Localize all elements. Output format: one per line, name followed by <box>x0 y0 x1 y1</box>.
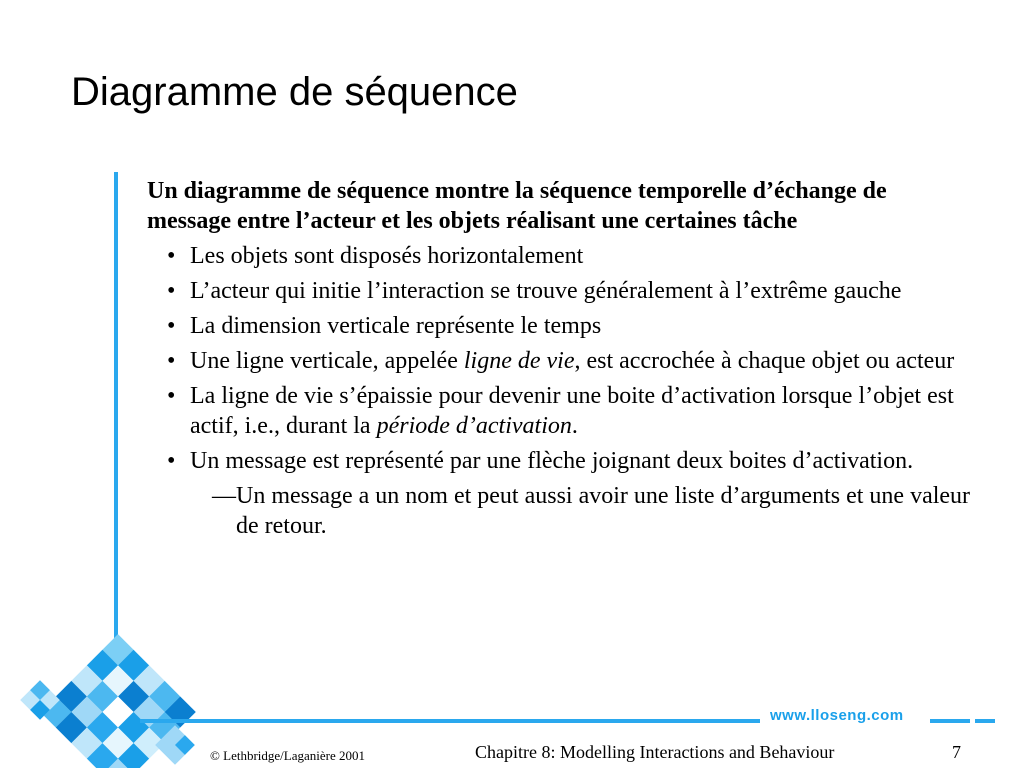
list-item <box>147 311 977 341</box>
list-item <box>147 276 977 306</box>
bullet-marker: • <box>167 348 176 374</box>
slide-content <box>147 176 977 541</box>
bullet-text-after: , est accrochée à chaque objet ou acteur <box>574 348 955 374</box>
lead-paragraph: Un diagramme de séquence montre la séquence temporelle d’échange de message entre l’acteur et les objets réalisant une certaines tâche <box>147 178 887 234</box>
bullet-emphasis: période d’activation <box>376 413 572 439</box>
bullet-text-before: La ligne de vie s’épaissie pour devenir une boite d’activation lorsque l’objet est actif, i.e., durant la <box>190 383 954 439</box>
list-item <box>147 381 977 441</box>
bullet-marker: • <box>167 313 176 339</box>
bullet-text: L’acteur qui initie l’interaction se trouve généralement à l’extrême gauche <box>190 278 902 304</box>
bullet-text-before: Une ligne verticale, appelée <box>190 348 464 374</box>
bullet-marker: • <box>167 448 176 474</box>
list-item <box>147 446 977 476</box>
footer-copyright: © Lethbridge/Laganière 2001 <box>210 748 365 763</box>
bullet-text: La dimension verticale représente le temps <box>190 313 602 339</box>
slide-title: Diagramme de séquence <box>71 70 518 114</box>
footer-chapter: Chapitre 8: Modelling Interactions and Behaviour <box>475 742 835 762</box>
sub-bullet-marker: — <box>212 483 236 509</box>
bullet-marker: • <box>167 243 176 269</box>
list-item <box>147 346 977 376</box>
bullet-marker: • <box>167 383 176 409</box>
bullet-emphasis: ligne de vie <box>463 348 575 374</box>
bullet-text: Un message est représenté par une flèche joignant deux boites d’activation. <box>190 448 914 474</box>
bullet-marker: • <box>167 278 176 304</box>
bullet-list <box>147 241 977 476</box>
list-item <box>147 241 977 271</box>
sub-bullet-text: Un message a un nom et peut aussi avoir une liste d’arguments et une valeur de retour. <box>236 483 971 539</box>
website-url: www.lloseng.com <box>770 707 904 724</box>
page-number: 7 <box>952 742 961 762</box>
bullet-text: Les objets sont disposés horizontalement <box>190 243 584 269</box>
sub-bullet <box>147 481 977 541</box>
bullet-text-after: . <box>571 413 578 439</box>
